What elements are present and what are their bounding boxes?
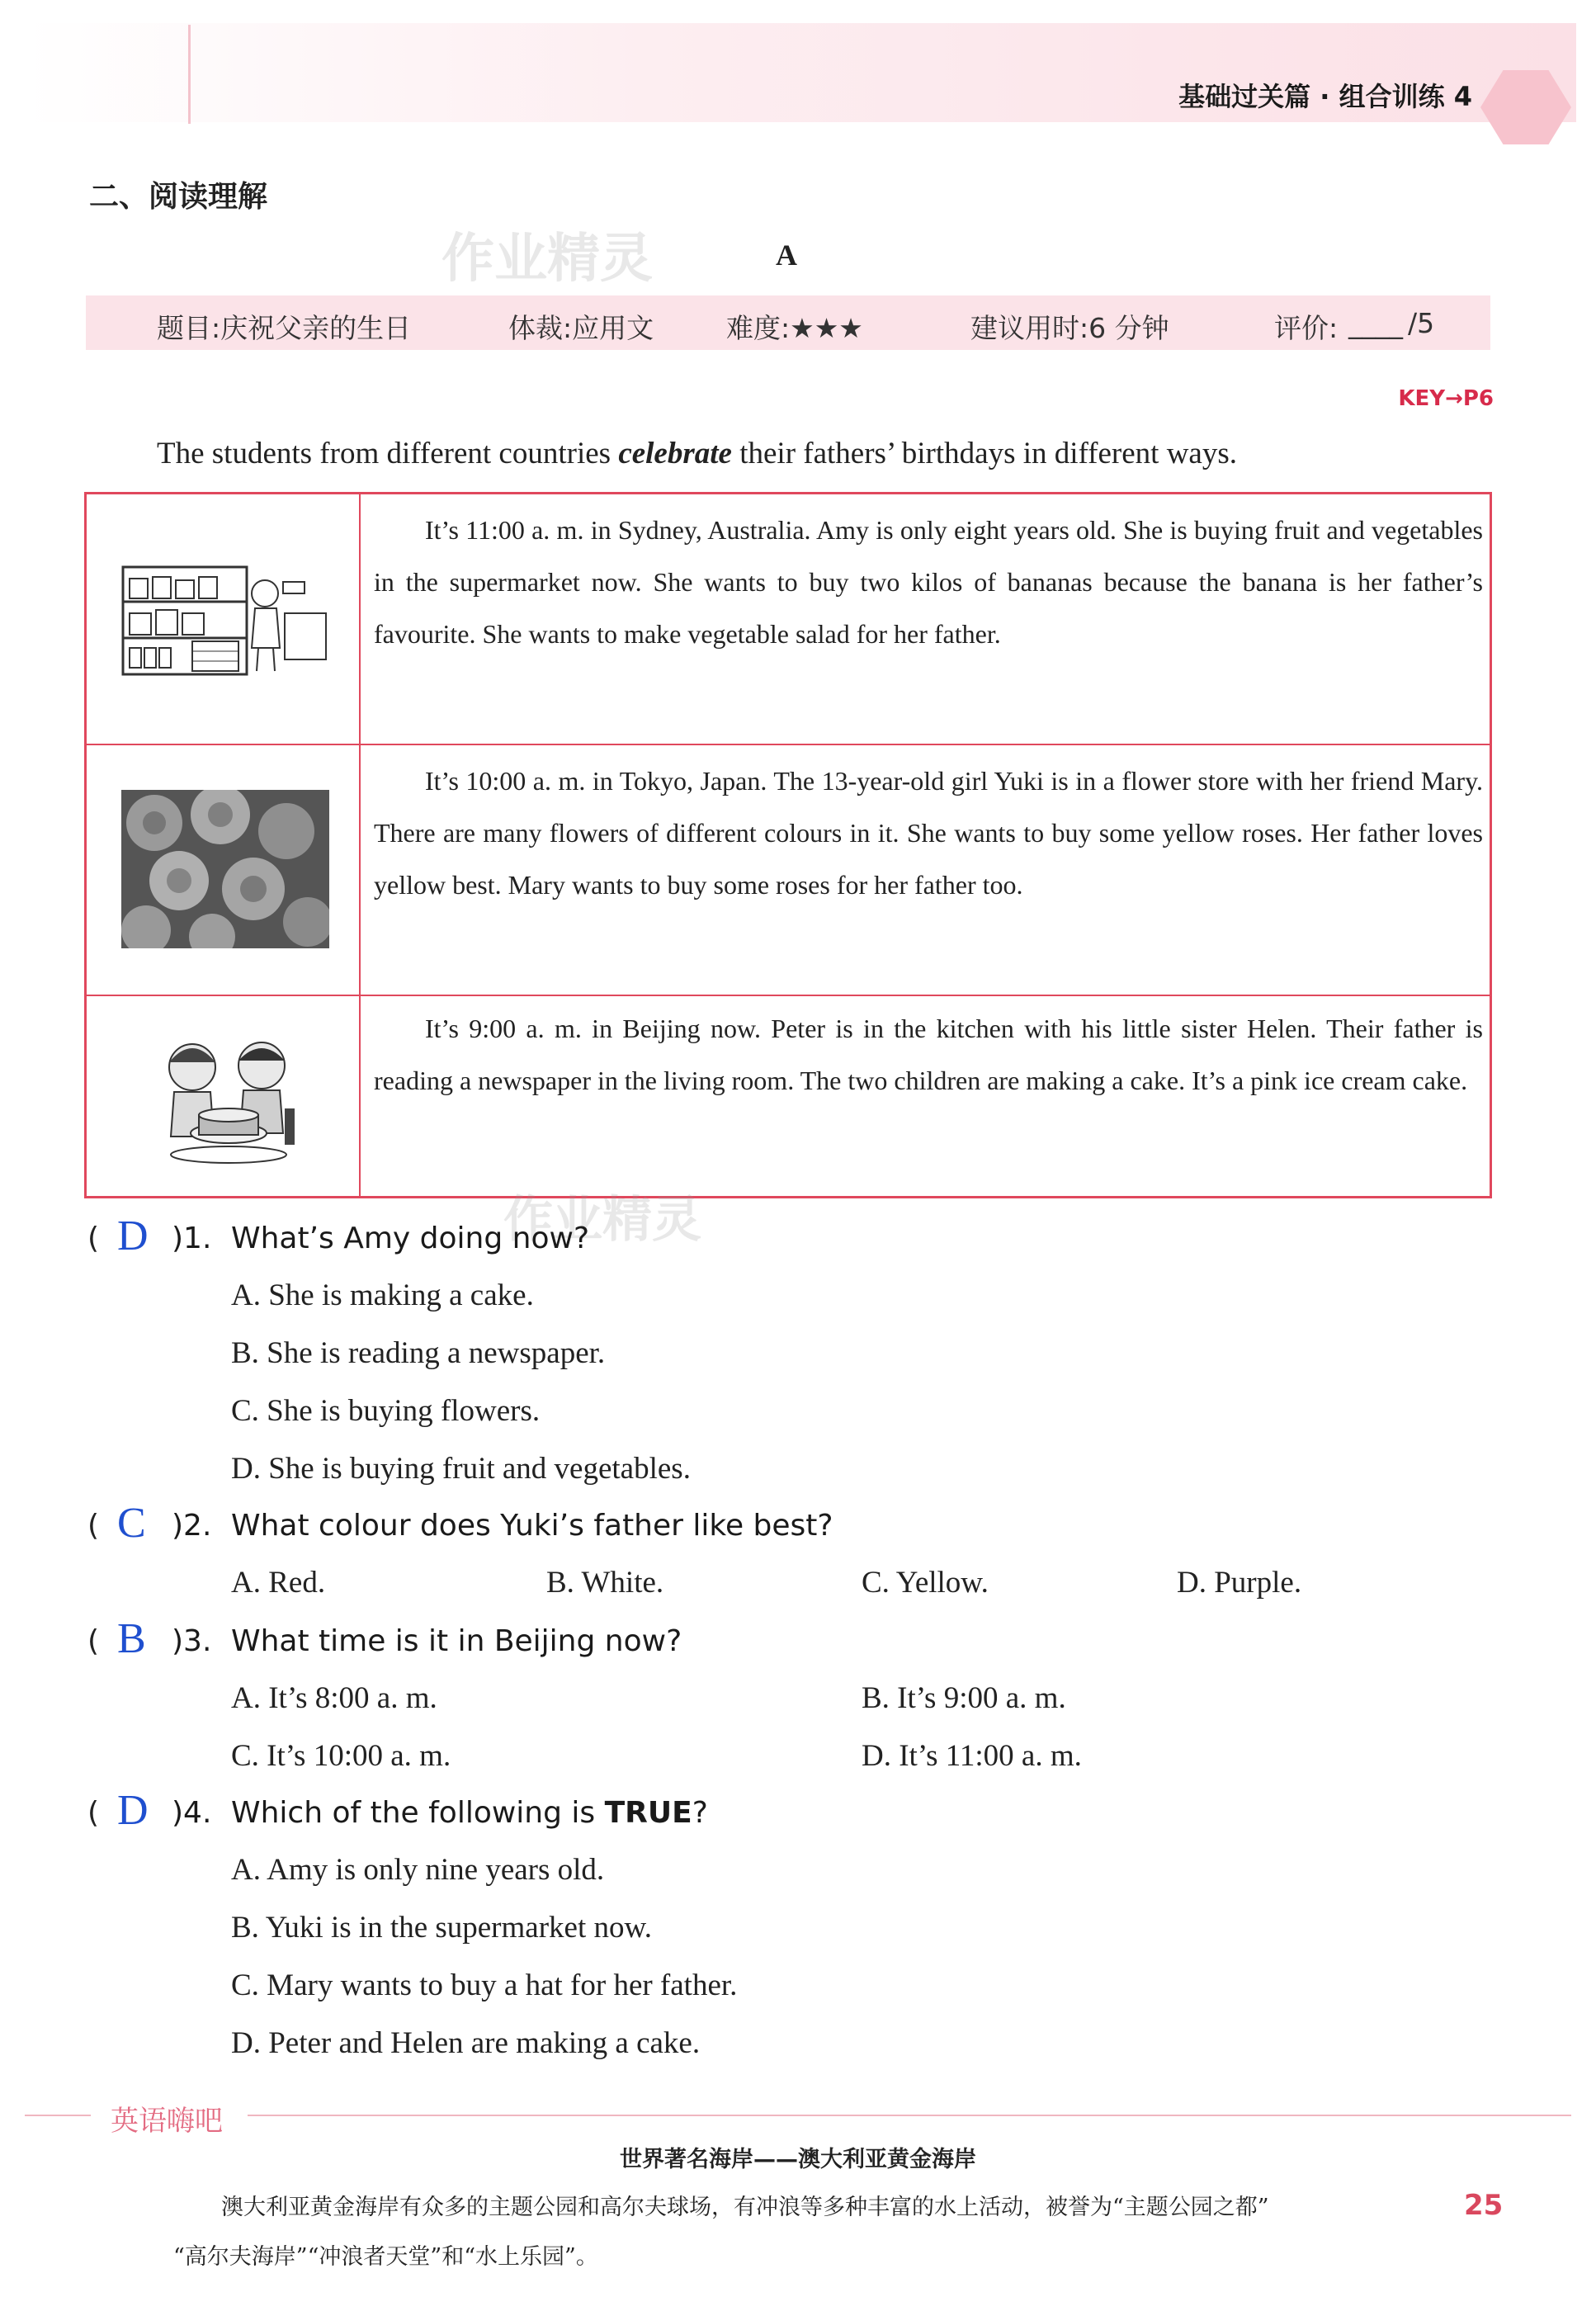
question-text-before: Which of the following is	[231, 1796, 605, 1830]
intro-text-before: The students from different countries	[157, 437, 619, 470]
passage-paragraph	[374, 1003, 1483, 1107]
option[interactable]: C. It’s 10:00 a. m.	[231, 1739, 451, 1773]
option[interactable]: D. She is buying fruit and vegetables.	[231, 1452, 691, 1486]
option[interactable]: B. Yuki is in the supermarket now.	[231, 1911, 653, 1945]
passage-paragraph	[374, 755, 1483, 911]
option[interactable]: A. Red.	[231, 1566, 326, 1600]
option[interactable]: C. Yellow.	[862, 1566, 989, 1600]
paragraph-text: It’s 10:00 a. m. in Tokyo, Japan. The 13-year-old girl Yuki is in a flower store with her friend Mary. There are many flowers of different colours in it. She wants to buy some yellow roses. Her father loves yellow best. Mary wants to buy some roses for her father too.	[374, 766, 1483, 900]
paragraph-text: It’s 11:00 a. m. in Sydney, Australia. Amy is only eight years old. She is buying fruit and vegetables in the supermarket now. She wants to buy two kilos of bananas because the banana is her father’s favourite. She wants to make vegetable salad for her father.	[374, 515, 1483, 649]
footer-text-line: 澳大利亚黄金海岸有众多的主题公园和高尔夫球场，有冲浪等多种丰富的水上活动，被誉为“主题公园之都”	[221, 2195, 1269, 2220]
option[interactable]: D. Peter and Helen are making a cake.	[231, 2026, 701, 2060]
option[interactable]: A. It’s 8:00 a. m.	[231, 1681, 437, 1715]
answer-paren-open: (	[87, 1796, 100, 1830]
passage-intro	[157, 436, 1237, 471]
intro-text-after: their fathers’ birthdays in different ways.	[731, 437, 1237, 470]
info-difficulty: 难度:★★★	[726, 312, 863, 344]
info-score-total: /5	[1408, 307, 1435, 339]
question-number: )3.	[172, 1624, 212, 1658]
info-genre: 体裁:应用文	[508, 312, 654, 344]
question-text-bold: TRUE	[604, 1796, 692, 1830]
children-making-cake-illustration	[153, 1029, 309, 1170]
info-score-blank[interactable]: ____	[1348, 307, 1403, 339]
option[interactable]: D. It’s 11:00 a. m.	[862, 1739, 1082, 1773]
key-reference: KEY→P6	[1398, 386, 1494, 411]
passage-row	[87, 494, 1490, 745]
footer-title: 世界著名海岸——澳大利亚黄金海岸	[620, 2147, 976, 2172]
answer-paren-open: (	[87, 1509, 100, 1543]
question-text: What’s Amy doing now?	[231, 1222, 590, 1255]
answer-paren-open: (	[87, 1624, 100, 1658]
info-topic: 题目:庆祝父亲的生日	[157, 312, 412, 344]
header-divider	[188, 25, 191, 124]
answer-paren-open: (	[87, 1222, 100, 1255]
answer-mark[interactable]: C	[117, 1500, 146, 1547]
option[interactable]: B. She is reading a newspaper.	[231, 1336, 606, 1370]
roses-photo	[121, 790, 329, 948]
section-title: 二、阅读理解	[89, 180, 268, 214]
supermarket-girl-illustration	[120, 559, 342, 683]
question-number: )4.	[172, 1796, 212, 1830]
answer-mark[interactable]: D	[117, 1212, 149, 1259]
info-time: 建议用时:6 分钟	[970, 312, 1169, 344]
footer-divider	[248, 2115, 1571, 2116]
option[interactable]: B. White.	[546, 1566, 664, 1600]
watermark: 作业精灵	[503, 1191, 701, 1249]
question-text-after: ?	[692, 1796, 708, 1830]
question-text: What colour does Yuki’s father like best?	[231, 1509, 833, 1543]
option[interactable]: A. Amy is only nine years old.	[231, 1853, 605, 1887]
footer-divider	[25, 2115, 91, 2116]
footer-tag: 英语嗨吧	[111, 2105, 223, 2138]
option[interactable]: C. Mary wants to buy a hat for her father.	[231, 1968, 738, 2002]
question-text	[231, 1796, 708, 1830]
option[interactable]: C. She is buying flowers.	[231, 1394, 541, 1428]
page-number: 25	[1464, 2189, 1504, 2222]
paragraph-text: It’s 9:00 a. m. in Beijing now. Peter is in the kitchen with his little sister Helen. Their father is reading a newspaper in the living room. The two children are making a cake. It’s a pink ice cream cake.	[374, 1014, 1483, 1095]
footer-text-line: “高尔夫海岸”“冲浪者天堂”和“水上乐园”。	[173, 2244, 598, 2270]
passage-paragraph	[374, 504, 1483, 660]
question-number: )2.	[172, 1509, 212, 1543]
option[interactable]: D. Purple.	[1177, 1566, 1302, 1600]
passage-info-bar	[86, 295, 1490, 350]
info-score-label: 评价:	[1274, 312, 1339, 344]
passage-table	[84, 492, 1492, 1198]
option[interactable]: A. She is making a cake.	[231, 1278, 534, 1312]
intro-bold-word: celebrate	[618, 437, 732, 470]
question-number: )1.	[172, 1222, 212, 1255]
watermark: 作业精灵	[441, 229, 653, 290]
question-text: What time is it in Beijing now?	[231, 1624, 682, 1658]
passage-letter: A	[776, 239, 797, 272]
answer-mark[interactable]: B	[117, 1615, 146, 1662]
passage-row	[87, 996, 1490, 1196]
header-title: 基础过关篇 · 组合训练 4	[1178, 81, 1472, 112]
passage-row	[87, 745, 1490, 996]
option[interactable]: B. It’s 9:00 a. m.	[862, 1681, 1066, 1715]
answer-mark[interactable]: D	[117, 1787, 149, 1834]
